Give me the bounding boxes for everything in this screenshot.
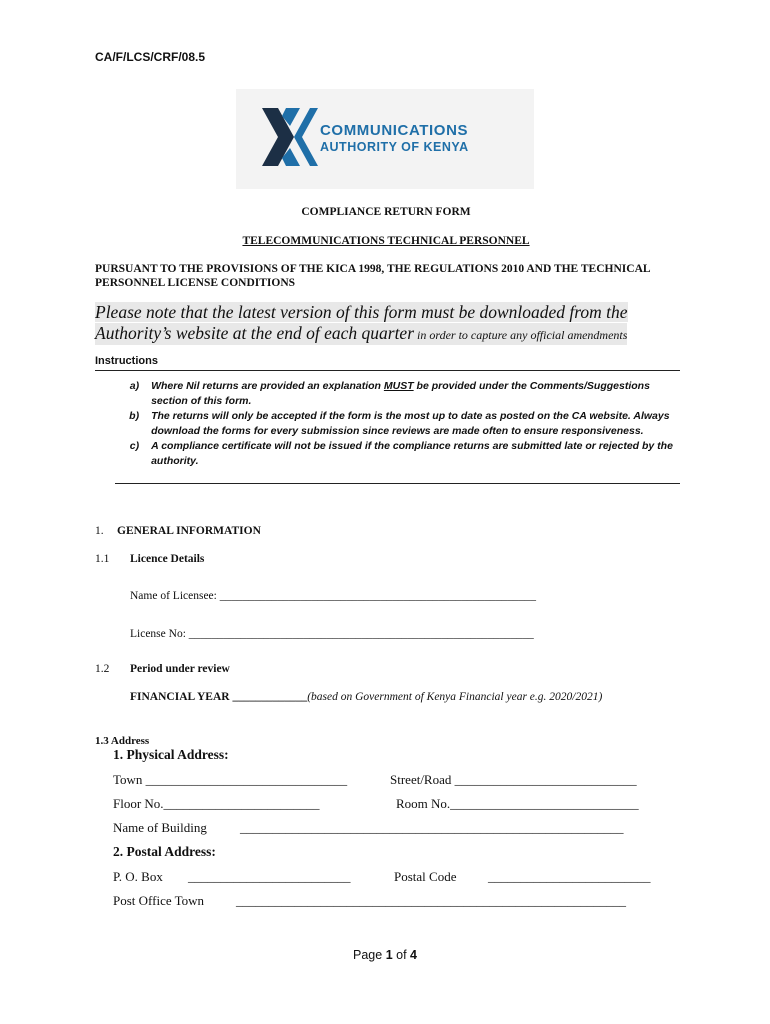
license-number-field[interactable]: License No: ____________________________________________________________ bbox=[130, 628, 534, 640]
instructions-title: Instructions bbox=[95, 355, 158, 367]
instructions-bottom-rule bbox=[115, 483, 680, 484]
instruction-emphasis: MUST bbox=[383, 380, 414, 392]
pursuant-text: PURSUANT TO THE PROVISIONS OF THE KICA 1998, THE REGULATIONS 2010 AND THE TECHNICAL PERSONNEL LICENSE CONDITIONS bbox=[95, 263, 650, 289]
instruction-text-pre: Where Nil returns are provided an explanation bbox=[151, 380, 384, 392]
building-name-field[interactable]: ___________________________________________________________ bbox=[240, 820, 624, 835]
postal-address-title: 2. Postal Address: bbox=[113, 844, 216, 859]
post-office-town-field[interactable]: ____________________________________________________________ bbox=[236, 893, 626, 908]
instructions-list bbox=[95, 379, 680, 469]
page-footer bbox=[0, 948, 770, 962]
logo bbox=[236, 89, 534, 189]
instruction-label: c) bbox=[129, 440, 140, 452]
instruction-item bbox=[95, 379, 680, 409]
footer-page-mid: of bbox=[392, 948, 411, 962]
logo-mark-icon bbox=[260, 106, 320, 168]
instruction-text-post: be provided under the Comments/Suggestions section of this form. bbox=[151, 380, 650, 407]
section-1-number: 1. bbox=[95, 525, 104, 537]
physical-address-title: 1. Physical Address: bbox=[113, 747, 229, 762]
section-1-2-title: Period under review bbox=[130, 663, 230, 675]
section-1-2-number: 1.2 bbox=[95, 663, 110, 675]
instruction-label: b) bbox=[129, 410, 140, 422]
note-block bbox=[95, 302, 680, 345]
section-1-3-title: 1.3 Address bbox=[95, 735, 150, 747]
section-1-1-number: 1.1 bbox=[95, 553, 110, 565]
total-page-count: 4 bbox=[410, 948, 417, 962]
instruction-item bbox=[95, 439, 680, 469]
form-code: CA/F/LCS/CRF/08.5 bbox=[95, 50, 206, 64]
note-line2-main: Authority’s website at the end of each quarter bbox=[95, 323, 415, 343]
note-line1: Please note that the latest version of this form must be downloaded from the bbox=[95, 302, 628, 322]
form-title: COMPLIANCE RETURN FORM bbox=[301, 206, 471, 218]
room-no-field[interactable]: Room No._____________________________ bbox=[396, 796, 639, 811]
form-subtitle: TELECOMMUNICATIONS TECHNICAL PERSONNEL bbox=[242, 235, 530, 247]
building-name-label: Name of Building bbox=[113, 820, 207, 835]
street-road-field[interactable]: Street/Road ____________________________ bbox=[390, 772, 637, 787]
logo-text-line1: COMMUNICATIONS bbox=[320, 122, 469, 139]
floor-no-field[interactable]: Floor No.________________________ bbox=[113, 796, 320, 811]
note-line2 bbox=[95, 323, 627, 345]
postal-code-label: Postal Code bbox=[394, 869, 457, 884]
logo-text-line2: AUTHORITY OF KENYA bbox=[320, 140, 469, 154]
financial-year-label: FINANCIAL YEAR _____________ bbox=[130, 691, 308, 703]
instruction-label: a) bbox=[129, 380, 140, 392]
postal-code-field[interactable]: _________________________ bbox=[488, 869, 651, 884]
po-box-label: P. O. Box bbox=[113, 869, 163, 884]
instruction-text bbox=[139, 379, 680, 409]
section-1-title: GENERAL INFORMATION bbox=[117, 525, 261, 537]
financial-year-field[interactable] bbox=[130, 691, 602, 703]
note-line2-small: in order to capture any official amendments bbox=[414, 328, 628, 342]
instruction-item bbox=[95, 409, 680, 439]
post-office-town-label: Post Office Town bbox=[113, 893, 205, 908]
section-1-1-title: Licence Details bbox=[130, 553, 205, 565]
po-box-field[interactable]: _________________________ bbox=[188, 869, 351, 884]
instruction-text: The returns will only be accepted if the form is the most up to date as posted on the CA website. Always download the forms for every submission since reviews are made often to ensure responsiveness. bbox=[151, 410, 670, 437]
instructions-top-rule bbox=[95, 370, 680, 371]
town-field[interactable]: Town _______________________________ bbox=[113, 772, 348, 787]
financial-year-note: (based on Government of Kenya Financial year e.g. 2020/2021) bbox=[307, 691, 603, 703]
instruction-text: A compliance certificate will not be issued if the compliance returns are submitted late or rejected by the authority. bbox=[151, 440, 673, 467]
licensee-name-field[interactable]: Name of Licensee: _______________________________________________________ bbox=[130, 590, 536, 602]
current-page-number: 1 bbox=[385, 948, 393, 962]
footer-page-pre: Page bbox=[353, 948, 386, 962]
